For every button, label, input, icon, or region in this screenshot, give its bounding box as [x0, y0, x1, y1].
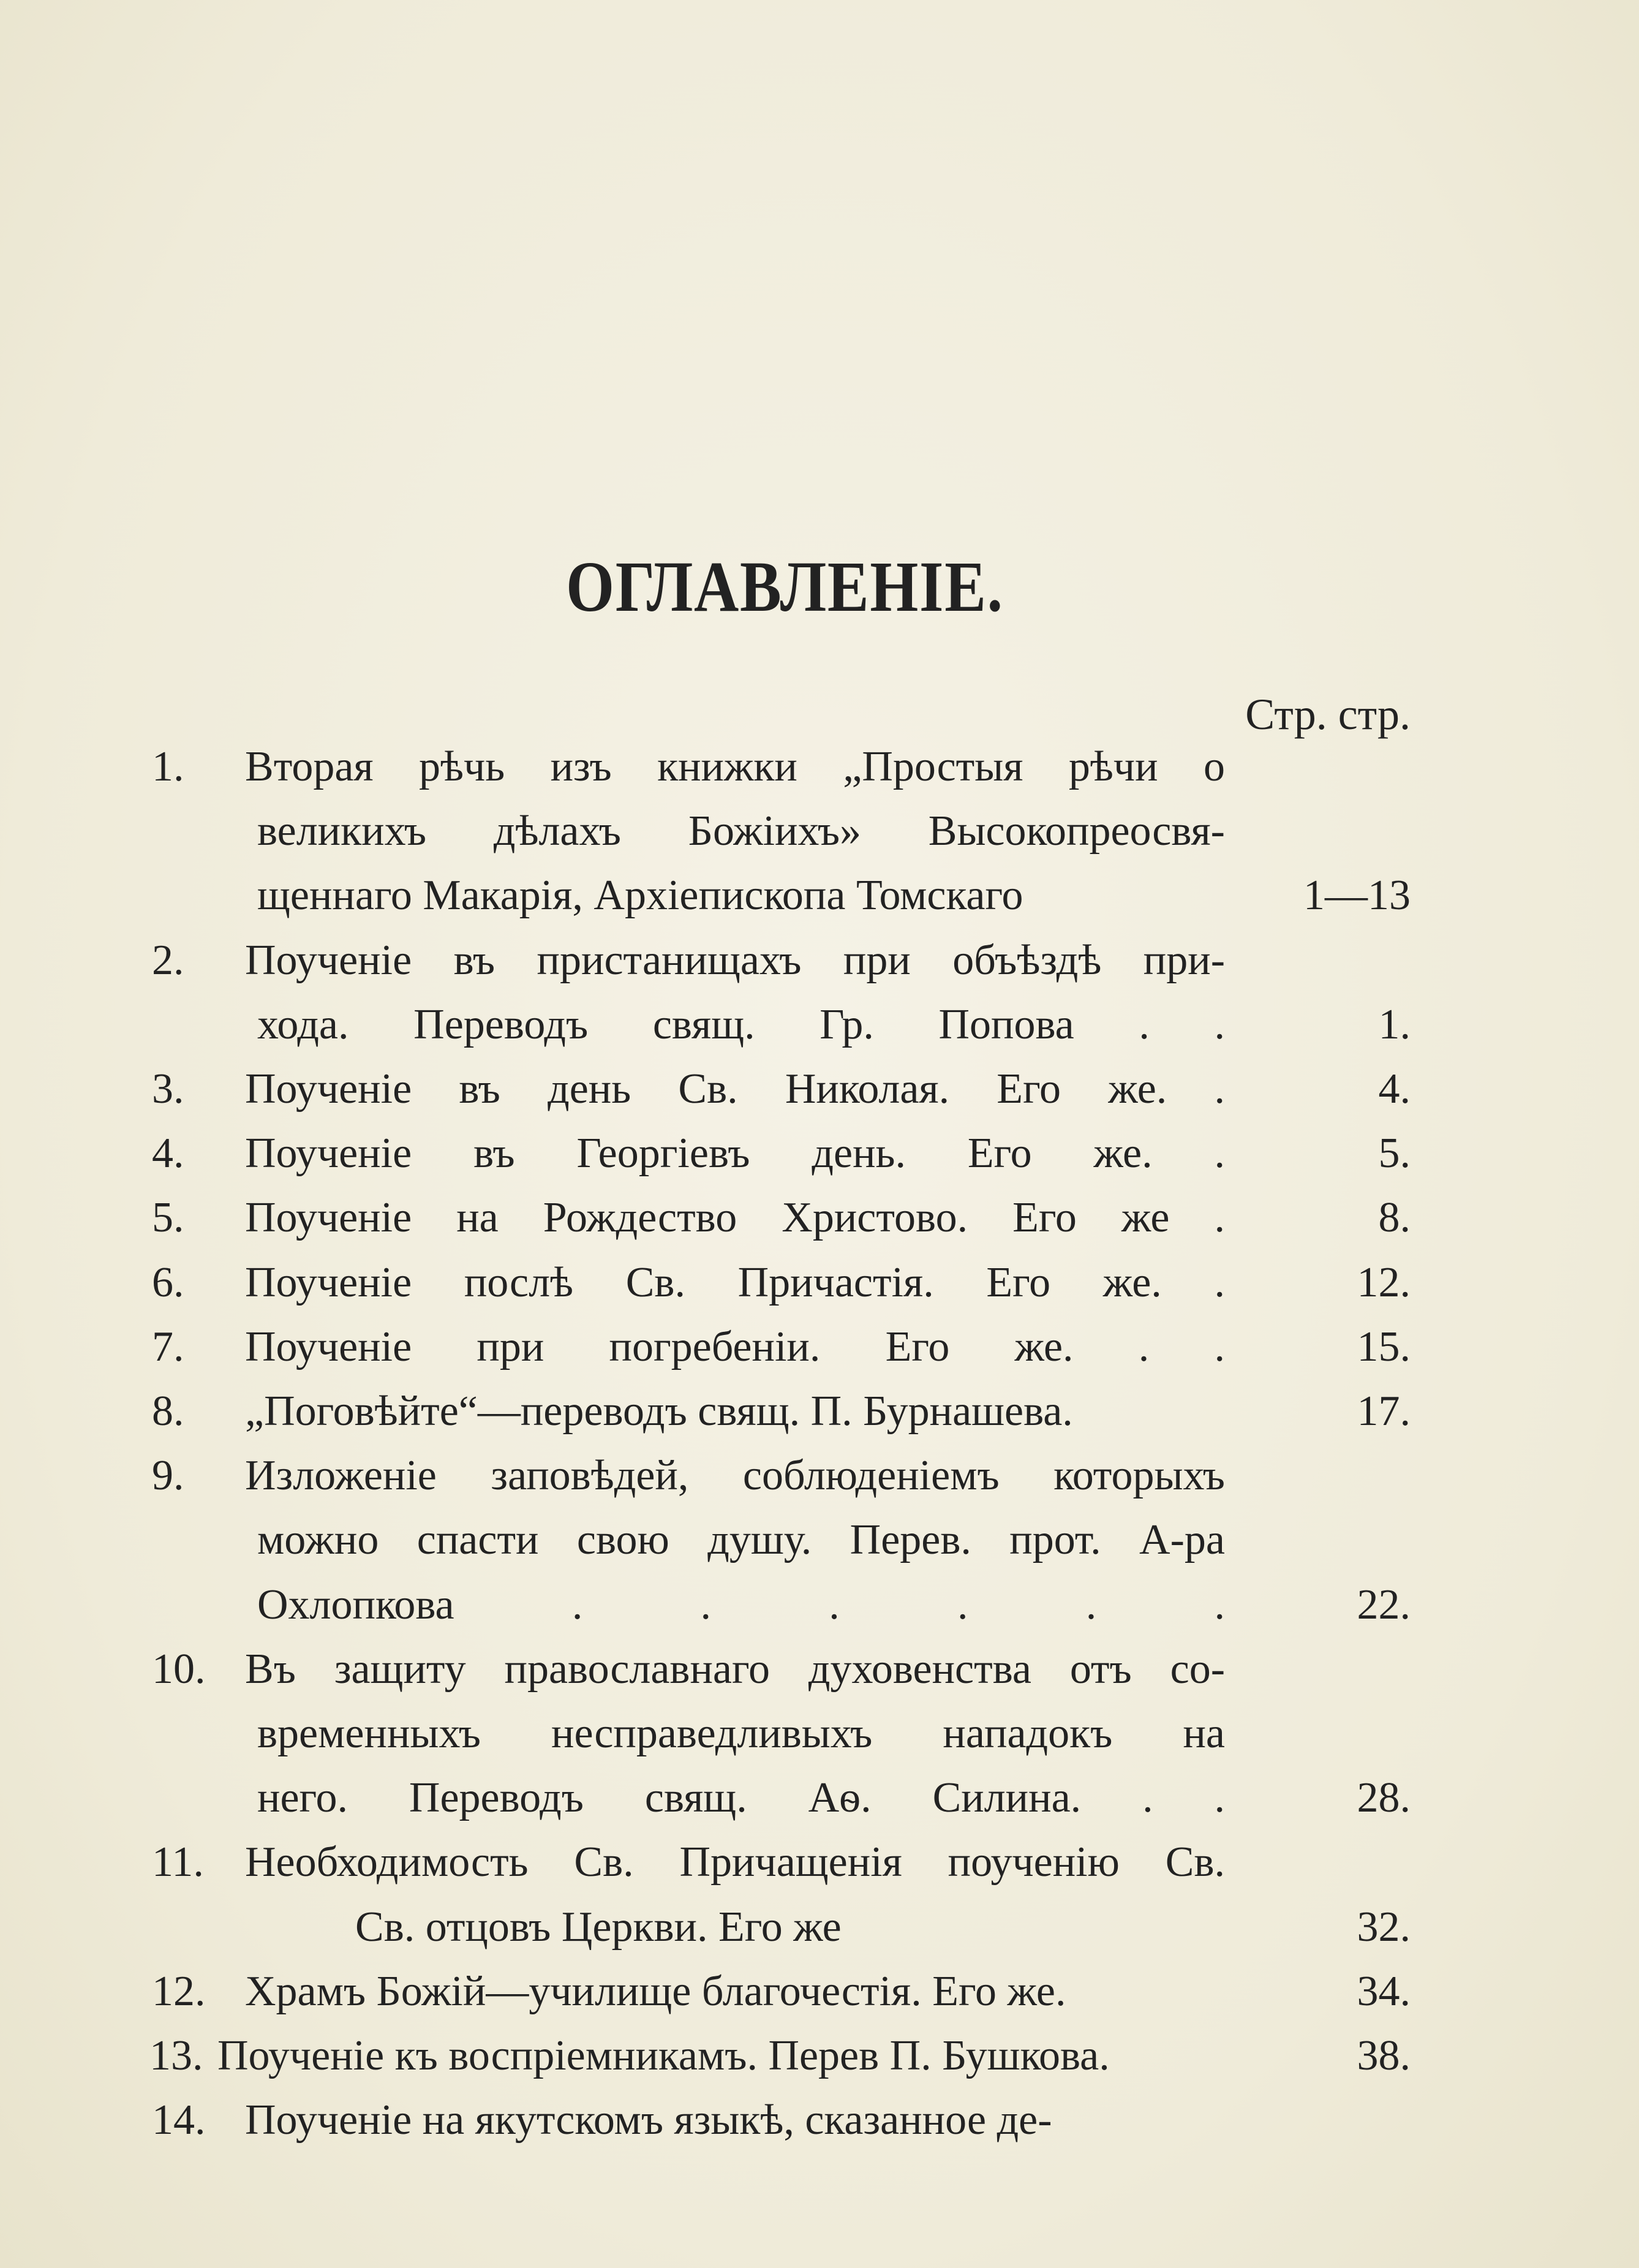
page-number: 4. [1378, 1065, 1411, 1113]
entry-number: 10. [152, 1645, 206, 1693]
entry-text: Изложеніе заповѣдей, соблюденіемъ которыхъ [245, 1452, 1225, 1500]
entry-text: Поученіе въ Георгіевъ день. Его же. . [245, 1130, 1225, 1177]
toc-line [0, 1961, 1639, 2022]
entry-number: 1. [152, 743, 184, 790]
toc-line [0, 994, 1639, 1056]
entry-number: 2. [152, 936, 184, 984]
entry-number: 14. [152, 2096, 206, 2144]
entry-text: Вторая рѣчь изъ книжки „Простыя рѣчи о [245, 743, 1225, 790]
entry-number: 5. [152, 1194, 184, 1242]
entry-number: 6. [152, 1258, 184, 1306]
toc-line [0, 1252, 1639, 1314]
entry-text: Поученіе въ пристанищахъ при объѣздѣ при- [245, 936, 1225, 984]
page-number: 15. [1357, 1323, 1411, 1370]
toc-line [0, 736, 1639, 798]
toc-line [0, 2025, 1639, 2087]
entry-number: 12. [152, 1967, 206, 2015]
entry-text: Поученіе къ воспріемникамъ. Перев П. Бушкова. [217, 2032, 1110, 2079]
entry-text: Охлопкова . . . . . . [257, 1581, 1225, 1628]
toc-line [0, 2090, 1639, 2151]
entry-text: великихъ дѣлахъ Божіихъ» Высокопреосвя- [257, 807, 1225, 855]
entry-text: хода. Переводъ свящ. Гр. Попова . . [257, 1000, 1225, 1048]
toc-line [0, 865, 1639, 926]
page-number: 22. [1357, 1581, 1411, 1628]
entry-number: 13. [149, 2032, 203, 2079]
entry-number: 9. [152, 1452, 184, 1500]
toc-line [0, 1639, 1639, 1700]
entry-number: 3. [152, 1065, 184, 1113]
entry-text: можно спасти свою душу. Перев. прот. А-ра [257, 1516, 1225, 1564]
page-number: 5. [1378, 1130, 1411, 1177]
page-number: 8. [1378, 1194, 1411, 1242]
page-number: 32. [1357, 1903, 1411, 1951]
entry-text: Необходимость Св. Причащенія поученію Св. [245, 1839, 1225, 1886]
page-number: 28. [1357, 1774, 1411, 1822]
page-number: 1. [1378, 1000, 1411, 1048]
entry-text: Поученіе въ день Св. Николая. Его же. . [245, 1065, 1225, 1113]
entry-number: 7. [152, 1323, 184, 1370]
page-number: 34. [1357, 1967, 1411, 2015]
entry-text: щеннаго Макарія, Архіепископа Томскаго [257, 872, 1023, 920]
entry-text: Поученіе на якутскомъ языкѣ, сказанное де- [245, 2096, 1052, 2144]
toc-line [0, 1445, 1639, 1506]
toc-line [0, 1187, 1639, 1249]
toc-line [0, 1317, 1639, 1378]
entry-text: Поученіе послѣ Св. Причастія. Его же. . [245, 1258, 1225, 1306]
page-number: 38. [1357, 2032, 1411, 2079]
entry-number: 8. [152, 1388, 184, 1435]
entry-text: Храмъ Божій—училище благочестія. Его же. [245, 1967, 1066, 2015]
toc-line [0, 1767, 1639, 1829]
toc-line [0, 1897, 1639, 1958]
page-title: ОГЛАВЛЕНІЕ. [566, 546, 1004, 627]
page-number: 1—13 [1303, 872, 1411, 920]
toc-line [0, 930, 1639, 991]
toc-line [0, 1703, 1639, 1764]
entry-text: временныхъ несправедливыхъ нападокъ на [257, 1710, 1225, 1757]
page-column-header: Стр. стр. [1245, 690, 1411, 739]
entry-number: 11. [152, 1839, 204, 1886]
toc-line [0, 1381, 1639, 1442]
entry-text: „Поговѣйте“—переводъ свящ. П. Бурнашева. [245, 1388, 1073, 1435]
toc-line [0, 1059, 1639, 1120]
toc-line [0, 1574, 1639, 1636]
entry-text: Св. отцовъ Церкви. Его же [355, 1903, 842, 1951]
entry-text: Въ защиту православнаго духовенства отъ со- [245, 1645, 1225, 1693]
entry-text: Поученіе при погребеніи. Его же. . . [245, 1323, 1225, 1370]
toc-line [0, 1510, 1639, 1571]
toc-line [0, 801, 1639, 862]
entry-text: Поученіе на Рождество Христово. Его же . [245, 1194, 1225, 1242]
entry-text: него. Переводъ свящ. Аѳ. Силина. . . [257, 1774, 1225, 1822]
toc-line [0, 1832, 1639, 1893]
toc-line [0, 1123, 1639, 1184]
page-number: 12. [1357, 1258, 1411, 1306]
entry-number: 4. [152, 1130, 184, 1177]
page-number: 17. [1357, 1388, 1411, 1435]
